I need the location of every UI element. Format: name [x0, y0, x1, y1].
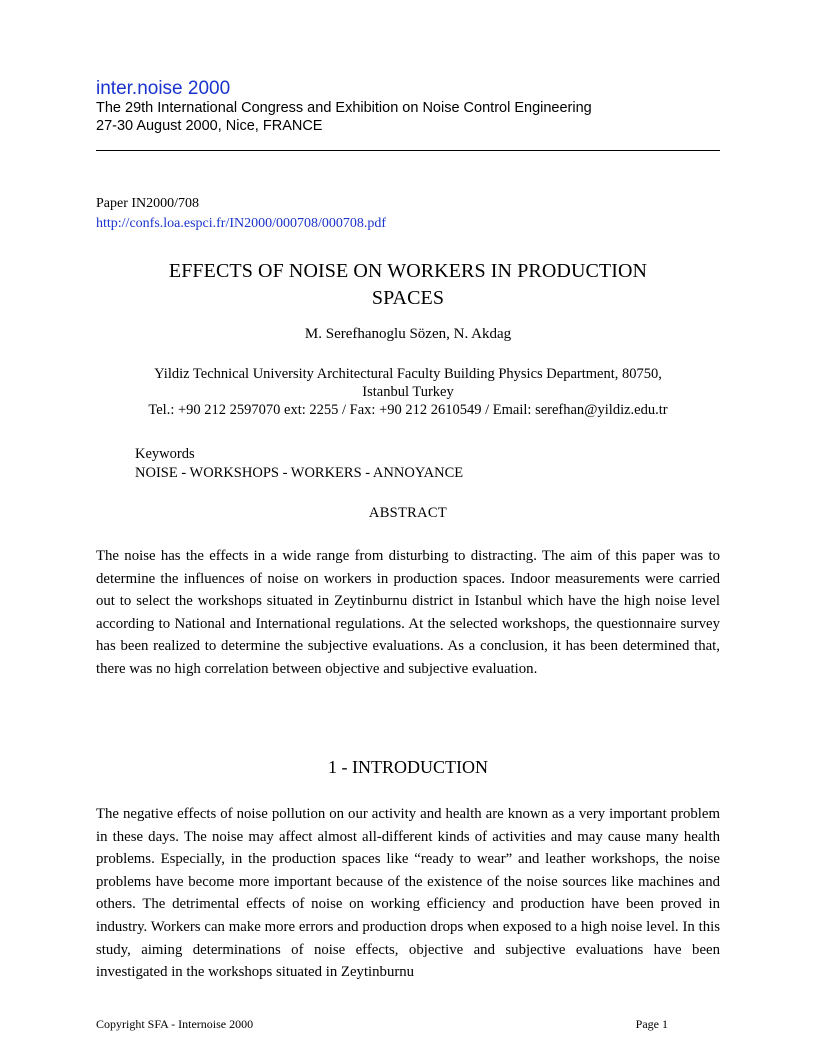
- paper-title-line2: SPACES: [371, 287, 445, 309]
- footer-copyright: Copyright SFA - Internoise 2000: [96, 1017, 254, 1031]
- introduction-heading: 1 - INTRODUCTION: [328, 757, 488, 777]
- contact-info: Tel.: +90 212 2597070 ext: 2255 / Fax: +90 212 2610549 / Email: serefhan@yildiz.edu.tr: [148, 402, 668, 418]
- congress-line: The 29th International Congress and Exhibition on Noise Control Engineering: [96, 100, 592, 116]
- abstract-text: The noise has the effects in a wide range from disturbing to distracting. The aim of this paper was to determine the influences of noise on workers in production spaces. Indoor measurements were carried out to select the workshops situated in Zeytinburnu district in Istanbul which have the high noise level according to National and International regulations. At the selected workshops, the questionnaire survey has been realized to determine the subjective evaluations. As a conclusion, it has been determined that, there was no high correlation between objective and subjective evaluation.: [96, 548, 720, 677]
- paper-id: Paper IN2000/708: [96, 196, 200, 211]
- paper-title-line1: EFFECTS OF NOISE ON WORKERS IN PRODUCTION: [168, 260, 648, 282]
- conference-name: inter.noise 2000: [96, 78, 231, 99]
- keywords-label: Keywords: [135, 446, 195, 462]
- paper-title: [96, 258, 720, 312]
- paper-url-link[interactable]: http://confs.loa.espci.fr/IN2000/000708/000708.pdf: [96, 216, 387, 231]
- affiliation-line1: Yildiz Technical University Architectural Faculty Building Physics Department, 80750,: [154, 366, 662, 382]
- abstract-heading: ABSTRACT: [368, 505, 448, 521]
- introduction-text: The negative effects of noise pollution on our activity and health are known as a very important problem in these days. The noise may affect almost all-different kinds of activities and may cause many health problems. Especially, in the production spaces like “ready to wear” and leather workshops, the noise problems have become more important because of the existence of the noise sources like machines and others. The detrimental effects of noise on working efficiency and production have been proved in industry. Workers can make more errors and production drops when exposed to a high noise level. In this study, aiming determinations of noise effects, objective and subjective evaluations have been investigated in the workshops situated in Zeytinburnu: [96, 806, 720, 981]
- header-divider: [96, 150, 720, 151]
- authors: M. Serefhanoglu Sözen, N. Akdag: [304, 326, 512, 342]
- date-place-line: 27-30 August 2000, Nice, FRANCE: [96, 118, 323, 134]
- affiliation: [86, 365, 730, 401]
- keywords-list: NOISE - WORKSHOPS - WORKERS - ANNOYANCE: [135, 465, 464, 481]
- affiliation-line2: Istanbul Turkey: [362, 384, 454, 400]
- footer-page-number: Page 1: [635, 1017, 668, 1031]
